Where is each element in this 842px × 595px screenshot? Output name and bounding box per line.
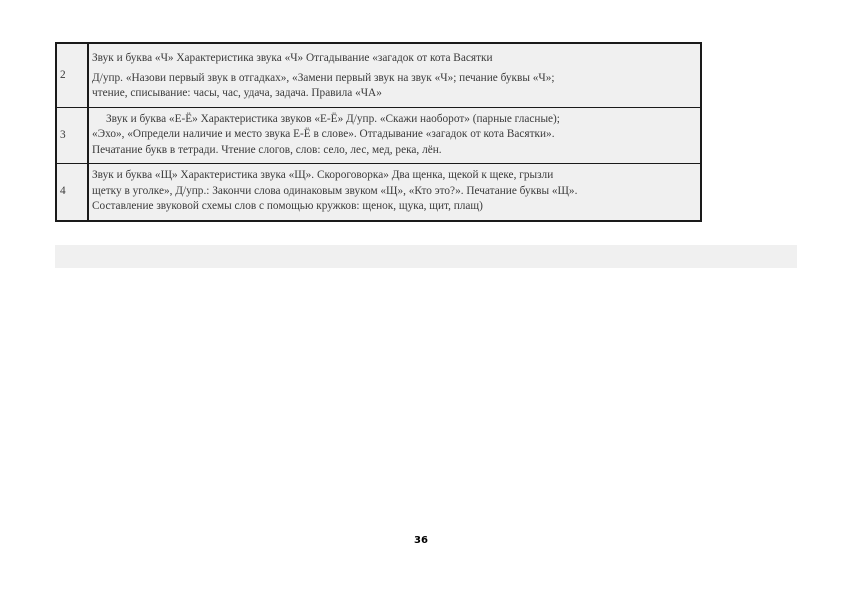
lesson-plan-table [55,42,702,222]
page-number: 36 [414,535,428,546]
row-number: 4 [56,164,88,221]
content-line: Звук и буква «Ч» Характеристика звука «Ч» Отгадывание «загадок от кота Васятки [92,52,493,64]
content-line: чтение, списывание: часы, час, удача, задача. Правила «ЧА» [92,87,382,99]
content-line: Составление звуковой схемы слов с помощью кружков: щенок, щука, щит, плащ) [92,200,483,212]
content-line: Печатание букв в тетради. Чтение слогов, слов: село, лес, мед, река, лён. [92,143,442,156]
row-number: 2 [56,43,88,107]
table-row [56,164,701,221]
row-content [88,107,701,164]
content-line: Звук и буква «Е-Ё» Характеристика звуков «Е-Ё» Д/упр. «Скажи наоборот» (парные гласные); [106,112,560,125]
content-line: Д/упр. «Назови первый звук в отгадках», «Замени первый звук на звук «Ч»; печание буквы «Ч»; [92,71,555,84]
row-number: 3 [56,107,88,164]
gray-band [55,245,797,268]
table-row [56,43,701,107]
content-line: «Эхо», «Определи наличие и место звука Е-Ё в слове». Отгадывание «загадок от кота Васятки». [92,128,555,140]
row-content [88,164,701,221]
content-line: Звук и буква «Щ» Характеристика звука «Щ». Скороговорка» Два щенка, щекой к щеке, грызли [92,169,554,181]
content-line: щетку в уголке», Д/упр.: Закончи слова одинаковым звуком «Щ», «Кто это?». Печатание буквы «Щ». [92,184,578,197]
row-content [88,43,701,107]
table-row [56,107,701,164]
